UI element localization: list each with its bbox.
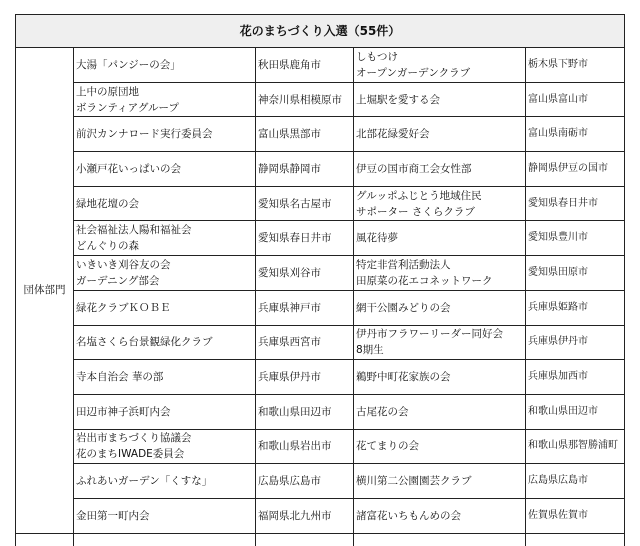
table-row (16, 117, 625, 152)
group-name (74, 325, 256, 360)
group-name (74, 152, 256, 187)
group-name-line: 鵜野中町花家族の会 (356, 371, 451, 384)
group-name-line: 横川第二公園園芸クラブ (356, 475, 472, 488)
group-location: 愛知県名古屋市 (256, 186, 354, 221)
group-name (74, 221, 256, 256)
group-name (74, 394, 256, 429)
group-location: 兵庫県加西市 (526, 360, 625, 395)
group-name-line: 緑地花壇の会 (76, 197, 139, 210)
group-location: 広島県広島市 (526, 464, 625, 499)
table-row (16, 290, 625, 325)
group-location: 兵庫県西宮市 (256, 325, 354, 360)
group-name-line: 緑花クラブＫＯＢＥ (76, 301, 171, 314)
group-location: 富山県富山市 (526, 82, 625, 117)
empty-cell (256, 533, 354, 546)
group-name (74, 117, 256, 152)
group-location: 愛知県春日井市 (256, 221, 354, 256)
group-name-line: 名塩さくら台景観緑化クラブ (76, 336, 213, 349)
table-row (16, 256, 625, 291)
title-row (16, 15, 625, 48)
group-name-line: 風花待夢 (356, 232, 398, 245)
group-name (354, 290, 526, 325)
group-location: 富山県南砺市 (526, 117, 625, 152)
category-cell: 団体部門 (16, 48, 74, 534)
group-location: 秋田県鹿角市 (256, 48, 354, 83)
group-name-line: ガーデニング部会 (76, 274, 160, 287)
group-name (354, 360, 526, 395)
table-row (16, 152, 625, 187)
group-name-line: 網干公園みどりの会 (356, 301, 451, 314)
group-name-line: 北部花緑愛好会 (356, 128, 430, 141)
group-name-line: 特定非営利活動法人 (356, 258, 451, 271)
group-name-line: しもつけ (356, 50, 398, 63)
group-name (74, 48, 256, 83)
group-name (74, 360, 256, 395)
group-name (74, 186, 256, 221)
group-name (354, 498, 526, 533)
group-name-line: 寺本自治会 華の部 (76, 371, 164, 384)
group-name-line: 伊豆の国市商工会女性部 (356, 162, 472, 175)
group-location: 兵庫県伊丹市 (256, 360, 354, 395)
table-row (16, 464, 625, 499)
group-location: 栃木県下野市 (526, 48, 625, 83)
group-name-line: 諸富花いちもんめの会 (356, 509, 461, 522)
group-location: 和歌山県田辺市 (526, 394, 625, 429)
group-name (354, 48, 526, 83)
group-name (74, 82, 256, 117)
group-name-line: 8期生 (356, 344, 384, 357)
group-location: 福岡県北九州市 (256, 498, 354, 533)
group-name (354, 429, 526, 464)
group-name (74, 464, 256, 499)
group-name-line: 大湯「パンジーの会」 (76, 58, 181, 71)
group-location: 兵庫県神戸市 (256, 290, 354, 325)
group-location: 和歌山県田辺市 (256, 394, 354, 429)
group-name (354, 221, 526, 256)
table-title: 花のまちづくり入選（55件） (16, 15, 625, 48)
group-name (354, 152, 526, 187)
group-name (74, 429, 256, 464)
group-name (74, 290, 256, 325)
group-location: 愛知県春日井市 (526, 186, 625, 221)
group-location: 広島県広島市 (256, 464, 354, 499)
group-name (354, 82, 526, 117)
table-row (16, 82, 625, 117)
group-name (354, 117, 526, 152)
group-name-line: ふれあいガーデン「くすな」 (76, 475, 213, 488)
table-row (16, 48, 625, 83)
group-name (354, 464, 526, 499)
group-location: 静岡県伊豆の国市 (526, 152, 625, 187)
table-row (16, 221, 625, 256)
group-name (354, 394, 526, 429)
table-row (16, 325, 625, 360)
table-row (16, 498, 625, 533)
group-name-line: 岩出市まちづくり協議会 (76, 432, 192, 445)
group-location: 和歌山県那智勝浦町 (526, 429, 625, 464)
award-table (15, 14, 625, 546)
group-name-line: 花てまりの会 (356, 440, 419, 453)
group-name-line: グルッポふじとう地域住民 (356, 189, 482, 202)
group-name-line: 花のまちIWADE委員会 (76, 448, 185, 461)
group-name-line: 田辺市神子浜町内会 (76, 405, 171, 418)
empty-cell (16, 533, 74, 546)
group-name-line: サポーター さくらクラブ (356, 205, 475, 218)
group-name-line: 伊丹市フラワーリーダー同好会 (356, 328, 503, 341)
award-table-body (16, 15, 625, 546)
group-location: 和歌山県岩出市 (256, 429, 354, 464)
table-row (16, 186, 625, 221)
group-name-line: 田原菜の花エコネットワーク (356, 274, 493, 287)
group-location: 静岡県静岡市 (256, 152, 354, 187)
group-location: 兵庫県伊丹市 (526, 325, 625, 360)
group-name-line: 古尾花の会 (356, 405, 409, 418)
empty-cell (526, 533, 625, 546)
group-name (74, 256, 256, 291)
group-name-line: 前沢カンナロード実行委員会 (76, 128, 213, 141)
continuation-row (16, 533, 625, 546)
group-location: 富山県黒部市 (256, 117, 354, 152)
group-name-line: 社会福祉法人陽和福祉会 (76, 224, 192, 237)
table-row (16, 429, 625, 464)
table-row (16, 360, 625, 395)
group-name-line: 小瀬戸花いっぱいの会 (76, 162, 181, 175)
group-name (354, 325, 526, 360)
group-location: 神奈川県相模原市 (256, 82, 354, 117)
group-location: 愛知県刈谷市 (256, 256, 354, 291)
empty-cell (354, 533, 526, 546)
group-name-line: ボランティアグループ (76, 101, 180, 114)
group-location: 愛知県田原市 (526, 256, 625, 291)
group-location: 愛知県豊川市 (526, 221, 625, 256)
group-location: 兵庫県姫路市 (526, 290, 625, 325)
group-name (74, 498, 256, 533)
group-name (354, 256, 526, 291)
group-name-line: 上中の原団地 (76, 85, 139, 98)
group-name-line: いきいき刈谷友の会 (76, 258, 171, 271)
table-row (16, 394, 625, 429)
empty-cell (74, 533, 256, 546)
group-name-line: オープンガーデンクラブ (356, 66, 471, 79)
group-name (354, 186, 526, 221)
group-name-line: 上堀駅を愛する会 (356, 93, 440, 106)
group-name-line: 金田第一町内会 (76, 509, 150, 522)
group-location: 佐賀県佐賀市 (526, 498, 625, 533)
group-name-line: どんぐりの森 (76, 240, 139, 253)
